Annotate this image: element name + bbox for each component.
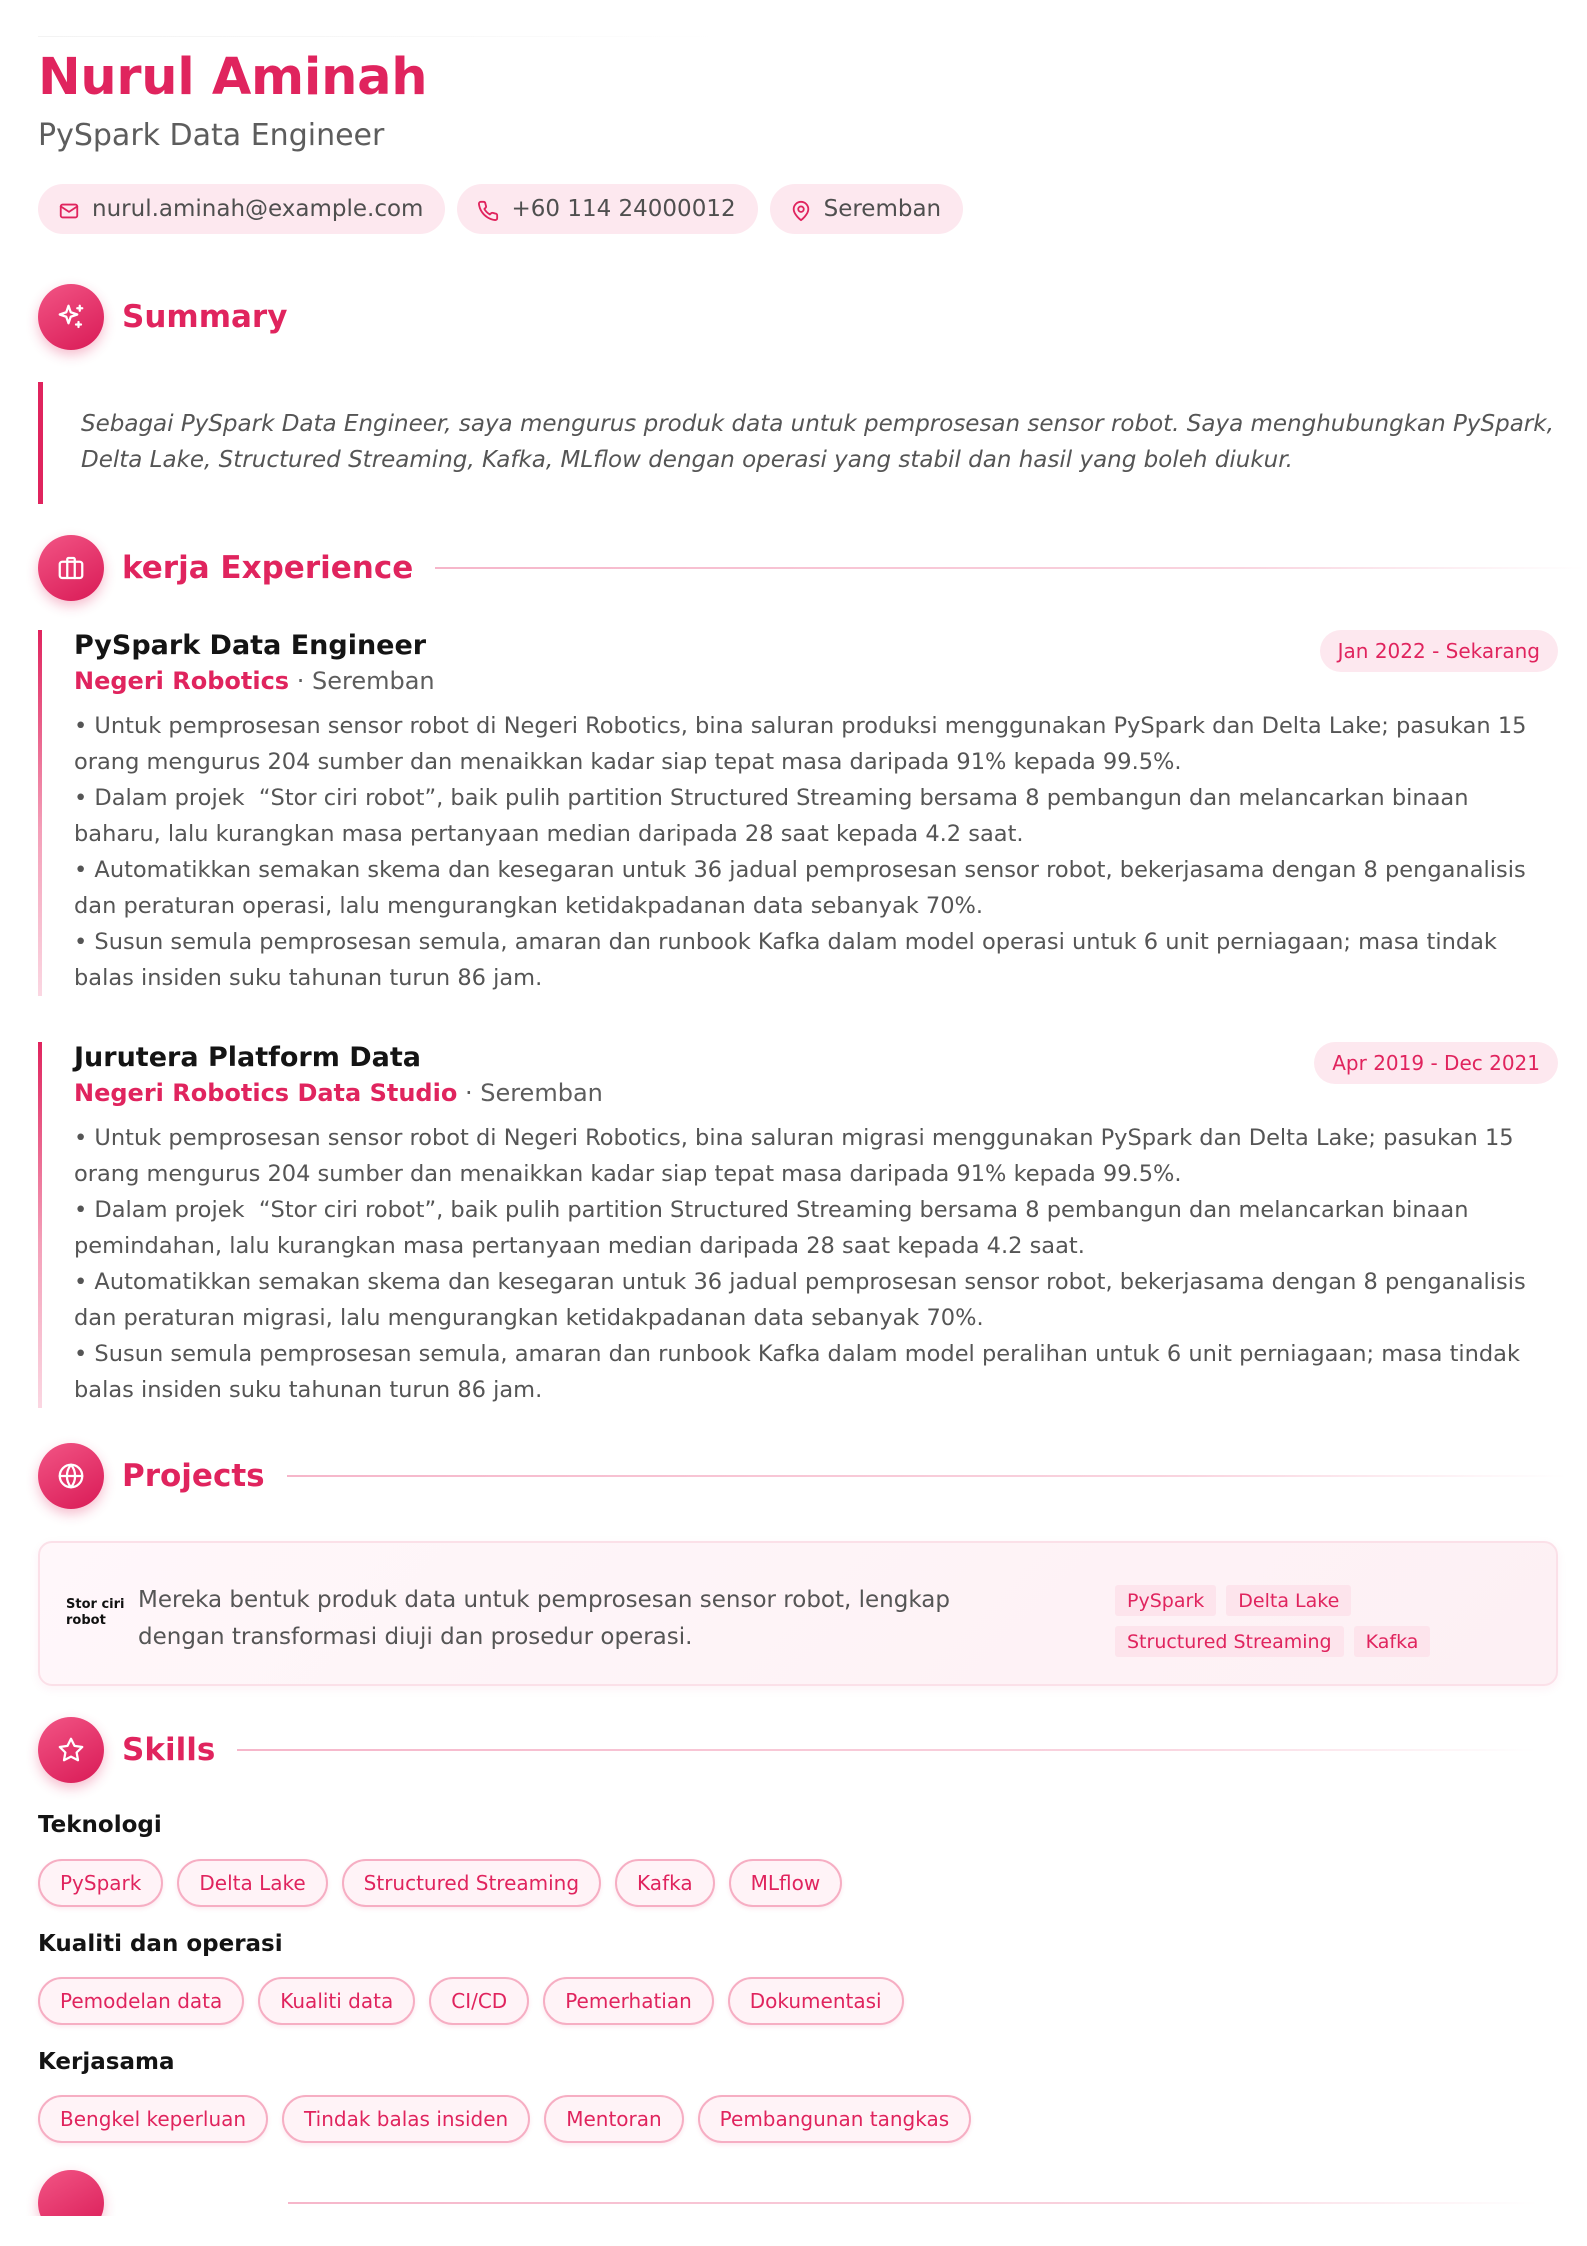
mail-icon: [58, 200, 80, 222]
location-chip: [770, 184, 964, 234]
skill-pill: MLflow: [729, 1859, 843, 1907]
email-text: nurul.aminah@example.com: [92, 196, 424, 222]
project-tag: Delta Lake: [1226, 1585, 1351, 1616]
job-bullets: [74, 708, 1558, 996]
experience-section-header: [38, 535, 1585, 601]
candidate-role: PySpark Data Engineer: [38, 118, 385, 153]
job-title: PySpark Data Engineer: [74, 630, 427, 661]
phone-chip[interactable]: [457, 184, 757, 234]
job-bullets: [74, 1120, 1558, 1408]
job-entry: [38, 1042, 1558, 1408]
page-bottom-edge: [0, 2216, 1587, 2246]
project-description: Mereka bentuk produk data untuk pemprosesan sensor robot, lengkap dengan transformasi diuji dan prosedur operasi.: [138, 1587, 950, 1650]
job-bullet: • Susun semula pemprosesan semula, amaran dan runbook Kafka dalam model operasi untuk 6 unit perniagaan; masa tindak balas insiden suku tahunan turun 86 jam.: [74, 929, 1497, 992]
skill-pill: Delta Lake: [177, 1859, 327, 1907]
sparkles-icon: [56, 302, 86, 332]
skill-pill: Pembangunan tangkas: [698, 2095, 971, 2143]
project-tag: Structured Streaming: [1115, 1626, 1344, 1657]
projects-section-title: Projects: [122, 1458, 265, 1494]
experience-divider: [435, 567, 1585, 569]
summary-section-title: Summary: [122, 299, 288, 335]
skill-pill: Dokumentasi: [728, 1977, 904, 2025]
phone-text: +60 114 24000012: [511, 196, 736, 222]
location-text: Seremban: [823, 196, 942, 222]
skills-section-header: [38, 1717, 1537, 1783]
job-company-line: Negeri Robotics · Seremban: [74, 667, 435, 696]
contact-chips: [38, 184, 963, 234]
skill-pill: Pemodelan data: [38, 1977, 244, 2025]
globe-icon: [56, 1461, 86, 1491]
project-tag: Kafka: [1354, 1626, 1431, 1657]
job-bullet: • Untuk pemprosesan sensor robot di Negeri Robotics, bina saluran produksi menggunakan PySpark dan Delta Lake; pasukan 15 orang mengurus 204 sumber dan menaikkan kadar siap tepat masa daripada 91% kepada 99.5%.: [74, 713, 1527, 776]
job-bullet: • Susun semula pemprosesan semula, amaran dan runbook Kafka dalam model peralihan untuk 6 unit perniagaan; masa tindak balas insiden suku tahunan turun 86 jam.: [74, 1341, 1520, 1404]
job-entry: [38, 630, 1558, 996]
job-location: Seremban: [311, 667, 435, 696]
skills-section-icon: [38, 1717, 104, 1783]
top-divider: [38, 36, 718, 37]
email-chip[interactable]: [38, 184, 445, 234]
skill-pill: CI/CD: [429, 1977, 529, 2025]
job-title: Jurutera Platform Data: [74, 1042, 422, 1073]
experience-section-title: kerja Experience: [122, 550, 414, 586]
skill-group-pills: [38, 1859, 842, 1907]
job-bullet: • Dalam projek “Stor ciri robot”, baik pulih partition Structured Streaming bersama 8 pembangun dan melancarkan binaan pemindahan, lalu kurangkan masa pertanyaan median daripada 28 saat kepada 4.2 saat.: [74, 1197, 1469, 1260]
candidate-name: Nurul Aminah: [38, 48, 428, 107]
summary-section-icon: [38, 284, 104, 350]
projects-section-header: [38, 1443, 1567, 1509]
job-accent-bar: [38, 1042, 42, 1408]
skill-pill: Structured Streaming: [342, 1859, 601, 1907]
job-company-line: Negeri Robotics Data Studio · Seremban: [74, 1079, 603, 1108]
job-company: Negeri Robotics: [74, 667, 290, 696]
skill-pill: Bengkel keperluan: [38, 2095, 268, 2143]
job-dates: Apr 2019 - Dec 2021: [1314, 1042, 1558, 1084]
summary-text: Sebagai PySpark Data Engineer, saya mengurus produk data untuk pemprosesan sensor robot. Saya menghubungkan PySpark, Delta Lake, Structured Streaming, Kafka, MLflow dengan operasi yang stabil dan hasil yang boleh diukur.: [38, 382, 1558, 504]
job-bullet: • Dalam projek “Stor ciri robot”, baik pulih partition Structured Streaming bersama 8 pembangun dan melancarkan binaan baharu, lalu kurangkan masa pertanyaan median daripada 28 saat kepada 4.2 saat.: [74, 785, 1469, 848]
summary-section-header: [38, 284, 287, 350]
project-tags: [1115, 1585, 1445, 1657]
skills-divider: [237, 1749, 1537, 1751]
experience-section-icon: [38, 535, 104, 601]
job-accent-bar: [38, 630, 42, 996]
skill-group-pills: [38, 2095, 971, 2143]
skill-pill: PySpark: [38, 1859, 163, 1907]
skill-group-title: Kerjasama: [38, 2049, 175, 2075]
project-card: [38, 1541, 1558, 1686]
skill-group-title: Kualiti dan operasi: [38, 1931, 283, 1957]
job-dates: Jan 2022 - Sekarang: [1320, 630, 1558, 672]
projects-divider: [287, 1475, 1567, 1477]
projects-section-icon: [38, 1443, 104, 1509]
project-tag: PySpark: [1115, 1585, 1216, 1616]
star-icon: [56, 1735, 86, 1765]
skills-section-title: Skills: [122, 1732, 216, 1768]
skill-pill: Kafka: [615, 1859, 715, 1907]
job-location: Seremban: [480, 1079, 603, 1108]
skill-pill: Pemerhatian: [543, 1977, 714, 2025]
job-bullet: • Automatikkan semakan skema dan kesegaran untuk 36 jadual pemprosesan sensor robot, bekerjasama dengan 8 penganalisis dan peraturan operasi, lalu mengurangkan ketidakpadanan data sebanyak 70%.: [74, 857, 1526, 920]
briefcase-icon: [56, 553, 86, 583]
phone-icon: [477, 200, 499, 222]
next-section-divider: [288, 2202, 1538, 2204]
map-pin-icon: [790, 200, 812, 222]
skill-pill: Tindak balas insiden: [282, 2095, 530, 2143]
skill-pill: Mentoran: [544, 2095, 683, 2143]
job-bullet: • Untuk pemprosesan sensor robot di Negeri Robotics, bina saluran migrasi menggunakan PySpark dan Delta Lake; pasukan 15 orang mengurus 204 sumber dan menaikkan kadar siap tepat masa daripada 91% kepada 99.5%.: [74, 1125, 1514, 1188]
skill-group-title: Teknologi: [38, 1812, 162, 1838]
skill-group-pills: [38, 1977, 904, 2025]
job-bullet: • Automatikkan semakan skema dan kesegaran untuk 36 jadual pemprosesan sensor robot, bekerjasama dengan 8 penganalisis dan peraturan migrasi, lalu mengurangkan ketidakpadanan data sebanyak 70%.: [74, 1269, 1526, 1332]
skill-pill: Kualiti data: [258, 1977, 415, 2025]
job-company: Negeri Robotics Data Studio: [74, 1079, 458, 1108]
project-name: Stor ciri robot: [66, 1597, 125, 1628]
